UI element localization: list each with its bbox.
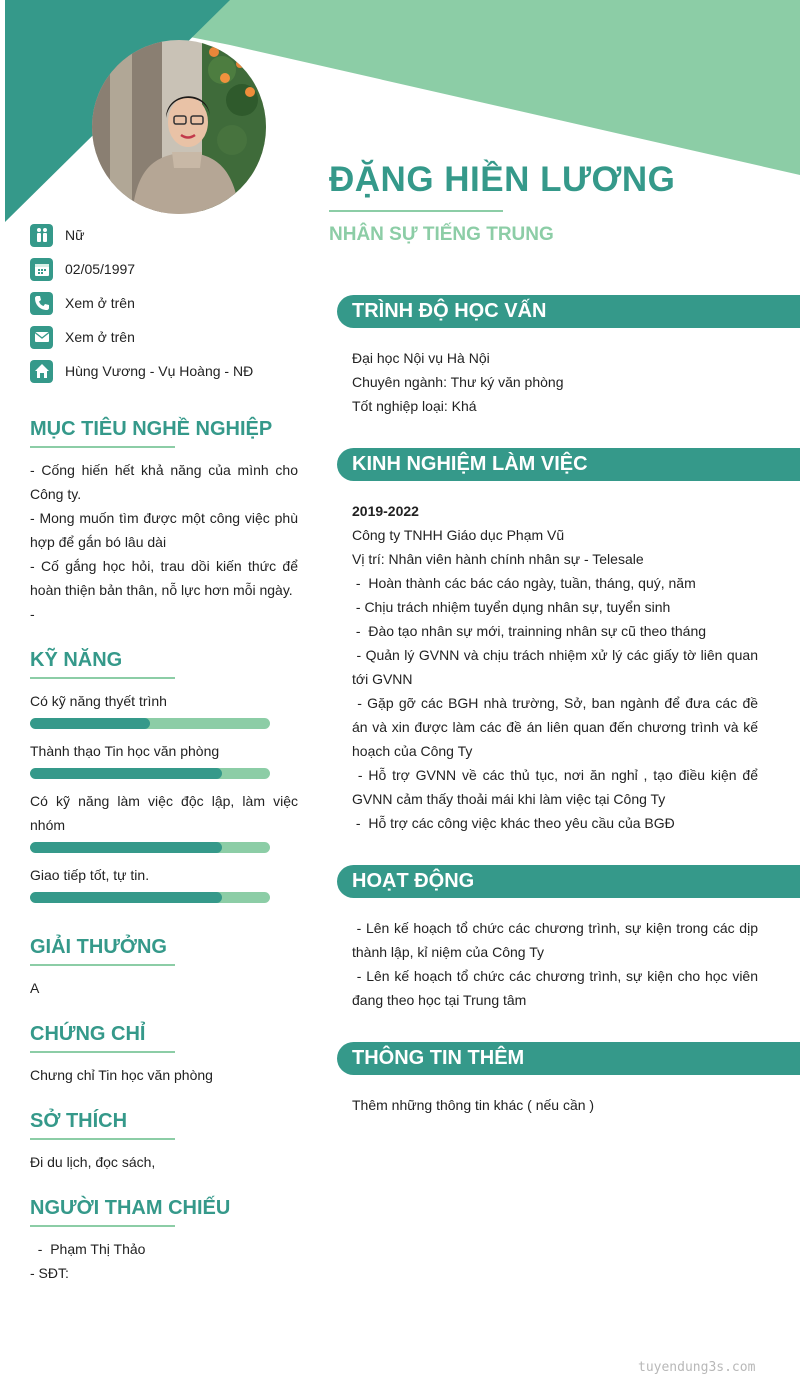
- certificates-underline: [30, 1051, 175, 1053]
- experience-line: - Chịu trách nhiệm tuyển dụng nhân sự, tuyển sinh: [352, 599, 671, 615]
- skill-bar-fill: [30, 892, 222, 903]
- email-value: Xem ở trên: [65, 329, 135, 345]
- name-underline: [329, 210, 503, 212]
- awards-underline: [30, 964, 175, 966]
- watermark: tuyendung3s.com: [638, 1360, 756, 1375]
- reference-line: - SĐT:: [30, 1265, 69, 1281]
- skill-label: Thành thạo Tin học văn phòng: [30, 743, 220, 759]
- profile-photo: [92, 40, 266, 214]
- experience-line: - Hỗ trợ GVNN về các thủ tục, nơi ăn nghỉ , tạo điều kiện để GVNN cảm thấy thoải mái khi làm việc tại Công Ty: [352, 767, 762, 807]
- experience-line: Vị trí: Nhân viên hành chính nhân sự - Telesale: [352, 551, 644, 567]
- experience-header: [337, 448, 800, 481]
- education-title: TRÌNH ĐỘ HỌC VẤN: [352, 300, 547, 322]
- experience-period: 2019-2022: [352, 503, 419, 519]
- contact-info: [30, 224, 310, 394]
- experience-line: - Hỗ trợ các công việc khác theo yêu cầu của BGĐ: [352, 815, 675, 831]
- activities-title: HOẠT ĐỘNG: [352, 870, 475, 892]
- contact-birthday: [30, 258, 310, 280]
- contact-gender: [30, 224, 310, 246]
- hobbies-title: SỞ THÍCH: [30, 1110, 128, 1132]
- phone-value: Xem ở trên: [65, 295, 135, 311]
- skill-bar: [30, 768, 270, 779]
- calendar-icon: [30, 258, 53, 281]
- job-title: NHÂN SỰ TIẾNG TRUNG: [329, 224, 554, 245]
- objective-text: [30, 458, 298, 626]
- education-line: Đại học Nội vụ Hà Nội: [352, 350, 490, 366]
- objective-line: - Cố gắng học hỏi, trau dồi kiến thức để hoàn thiện bản thân, nỗ lực hơn mỗi ngày.: [30, 558, 298, 598]
- skill-bar-fill: [30, 842, 222, 853]
- education-line: Chuyên ngành: Thư ký văn phòng: [352, 374, 564, 390]
- awards-title: GIẢI THƯỞNG: [30, 936, 167, 958]
- skill-bar: [30, 718, 270, 729]
- certificates-text: Chưng chỉ Tin học văn phòng: [30, 1067, 213, 1083]
- phone-icon: [30, 292, 53, 315]
- objective-title: MỤC TIÊU NGHỀ NGHIỆP: [30, 418, 273, 440]
- additional-header: [337, 1042, 800, 1075]
- additional-title: THÔNG TIN THÊM: [352, 1047, 525, 1069]
- skill-bar: [30, 842, 270, 853]
- references-text: [30, 1237, 298, 1285]
- education-header: [337, 295, 800, 328]
- objective-line: - Cống hiến hết khả năng của mình cho Công ty.: [30, 462, 298, 502]
- experience-text: [352, 499, 762, 835]
- education-text: [352, 346, 758, 418]
- address-value: Hùng Vương - Vụ Hoàng - NĐ: [65, 363, 254, 379]
- gender-icon: [30, 224, 53, 247]
- skills-underline: [30, 677, 175, 679]
- references-underline: [30, 1225, 175, 1227]
- hobbies-underline: [30, 1138, 175, 1140]
- skill-label: Giao tiếp tốt, tự tin.: [30, 867, 150, 883]
- activities-text: [352, 916, 762, 1012]
- objective-line: - Mong muốn tìm được một công việc phù hợp để gắn bó lâu dài: [30, 510, 298, 550]
- references-title: NGƯỜI THAM CHIẾU: [30, 1197, 231, 1219]
- experience-title: KINH NGHIỆM LÀM VIỆC: [352, 453, 588, 475]
- skill-label: Có kỹ năng làm việc độc lập, làm việc nhóm: [30, 793, 298, 833]
- contact-email: [30, 326, 310, 348]
- additional-text: Thêm những thông tin khác ( nếu cần ): [352, 1097, 595, 1113]
- birthday-value: 02/05/1997: [65, 261, 136, 277]
- contact-address: [30, 360, 310, 382]
- skill-bar: [30, 892, 270, 903]
- contact-phone: [30, 292, 310, 314]
- experience-line: - Gặp gỡ các BGH nhà trường, Sở, ban ngành để đưa các đề án và xin được làm các đề án liên quan đến chương trình và kế hoạch của Công Ty: [352, 695, 762, 759]
- experience-line: - Đào tạo nhân sự mới, trainning nhân sự cũ theo tháng: [352, 623, 707, 639]
- skill-label: Có kỹ năng thyết trình: [30, 693, 167, 709]
- certificates-title: CHỨNG CHỈ: [30, 1023, 146, 1045]
- experience-line: - Quản lý GVNN và chịu trách nhiệm xử lý các giấy tờ liên quan tới GVNN: [352, 647, 762, 687]
- mail-icon: [30, 326, 53, 349]
- awards-text: A: [30, 980, 40, 996]
- candidate-name: ĐẶNG HIỀN LƯƠNG: [329, 160, 676, 199]
- activity-line: - Lên kế hoạch tổ chức các chương trình, sự kiện trong các dịp thành lập, kỉ niệm của Công Ty: [352, 920, 762, 960]
- hobbies-text: Đi du lịch, đọc sách,: [30, 1154, 156, 1170]
- objective-underline: [30, 446, 175, 448]
- objective-line: -: [30, 606, 35, 622]
- experience-line: Công ty TNHH Giáo dục Phạm Vũ: [352, 527, 565, 543]
- activities-header: [337, 865, 800, 898]
- skill-bar-fill: [30, 768, 222, 779]
- education-line: Tốt nghiệp loại: Khá: [352, 398, 477, 414]
- activity-line: - Lên kế hoạch tổ chức các chương trình, sự kiện cho học viên đang theo học tại Trung tâm: [352, 968, 762, 1008]
- skills-title: KỸ NĂNG: [30, 649, 123, 671]
- home-icon: [30, 360, 53, 383]
- reference-line: - Phạm Thị Thảo: [30, 1241, 146, 1257]
- gender-value: Nữ: [65, 227, 85, 243]
- experience-line: - Hoàn thành các bác cáo ngày, tuần, tháng, quý, năm: [352, 575, 696, 591]
- skill-bar-fill: [30, 718, 150, 729]
